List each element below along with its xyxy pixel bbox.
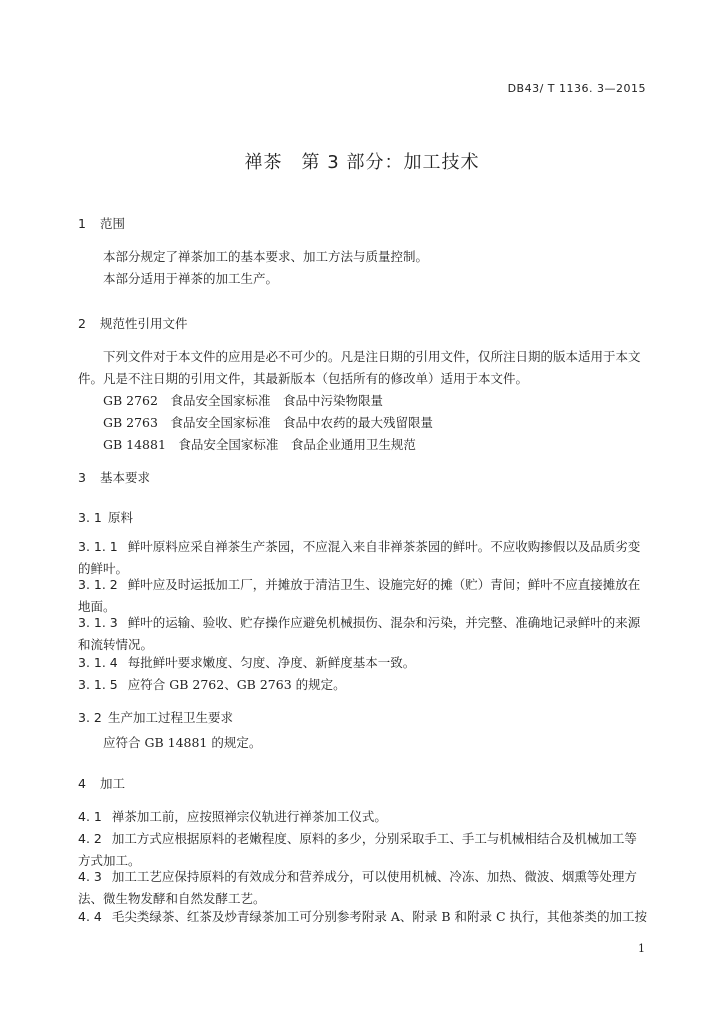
page-title: 禅茶 第 3 部分：加工技术 [244, 152, 480, 173]
section-number: 3. 2 [78, 710, 102, 725]
section-number: 3. 1 [78, 510, 102, 525]
clause-number: 3. 1. 1 [78, 539, 118, 554]
clause-number: 4. 1 [78, 809, 102, 824]
reference-item: GB 14881 食品安全国家标准 食品企业通用卫生规范 [103, 437, 416, 452]
clause-number: 4. 4 [78, 909, 102, 924]
paragraph: 本部分适用于禅茶的加工生产。 [103, 271, 279, 286]
section-title: 加工 [100, 776, 126, 791]
clause-text: 毛尖类绿茶、红茶及炒青绿茶加工可分别参考附录 A、附录 B 和附录 C 执行，其他茶类的加工按 [111, 909, 648, 924]
paragraph: 本部分规定了禅茶加工的基本要求、加工方法与质量控制。 [103, 249, 429, 264]
section-title: 基本要求 [100, 470, 151, 485]
section-number: 2 [78, 316, 86, 331]
clause-number: 3. 1. 2 [78, 577, 118, 592]
clause-4-4 [78, 906, 648, 928]
clause-text: 应符合 GB 2762、GB 2763 的规定。 [127, 677, 346, 692]
clause-text: 禅茶加工前，应按照禅宗仪轨进行禅茶加工仪式。 [111, 809, 387, 824]
section-number: 4 [78, 776, 86, 791]
clause-number: 3. 1. 4 [78, 655, 118, 670]
reference-item: GB 2762 食品安全国家标准 食品中污染物限量 [103, 393, 383, 408]
clause-text: 鲜叶应及时运抵加工厂，并摊放于清洁卫生、设施完好的摊（贮）青间；鲜叶不应直接摊放在地面。 [78, 577, 641, 614]
section-1-heading [78, 214, 125, 232]
section-title: 生产加工过程卫生要求 [108, 710, 234, 725]
clause-3-1-3 [78, 612, 648, 656]
page-number: 1 [638, 942, 645, 955]
document-code: DB43/ T 1136. 3—2015 [507, 82, 646, 95]
clause-number: 4. 2 [78, 831, 102, 846]
clause-number: 4. 3 [78, 869, 102, 884]
section-number: 1 [78, 216, 86, 231]
paragraph: 下列文件对于本文件的应用是必不可少的。凡是注日期的引用文件，仅所注日期的版本适用于本文件。凡是不注日期的引用文件，其最新版本（包括所有的修改单）适用于本文件。 [78, 349, 641, 386]
section-title: 规范性引用文件 [100, 316, 188, 331]
section-title: 范围 [100, 216, 126, 231]
clause-text: 鲜叶原料应采自禅茶生产茶园，不应混入来自非禅茶茶园的鲜叶。不应收购掺假以及品质劣变的鲜叶。 [78, 539, 641, 576]
paragraph: 应符合 GB 14881 的规定。 [103, 735, 262, 750]
clause-number: 3. 1. 5 [78, 677, 118, 692]
clause-4-1 [78, 806, 648, 828]
clause-text: 加工方式应根据原料的老嫩程度、原料的多少，分别采取手工、手工与机械相结合及机械加工等方式加工。 [78, 831, 637, 868]
clause-4-3 [78, 866, 648, 910]
section-title: 原料 [108, 510, 134, 525]
section-3-2-heading [78, 708, 233, 726]
section-3-1-heading [78, 508, 133, 526]
clause-text: 鲜叶的运输、验收、贮存操作应避免机械损伤、混杂和污染，并完整、准确地记录鲜叶的来源和流转情况。 [78, 615, 641, 652]
section-3-heading [78, 468, 150, 486]
section-2-heading [78, 314, 188, 332]
clause-3-1-5 [78, 674, 648, 696]
clause-3-1-4 [78, 652, 648, 674]
clause-text: 加工工艺应保持原料的有效成分和营养成分，可以使用机械、冷冻、加热、微波、烟熏等处理方法、微生物发酵和自然发酵工艺。 [78, 869, 637, 906]
clause-number: 3. 1. 3 [78, 615, 118, 630]
section-number: 3 [78, 470, 86, 485]
reference-item: GB 2763 食品安全国家标准 食品中农药的最大残留限量 [103, 415, 433, 430]
clause-text: 每批鲜叶要求嫩度、匀度、净度、新鲜度基本一致。 [127, 655, 416, 670]
section-4-heading [78, 774, 125, 792]
